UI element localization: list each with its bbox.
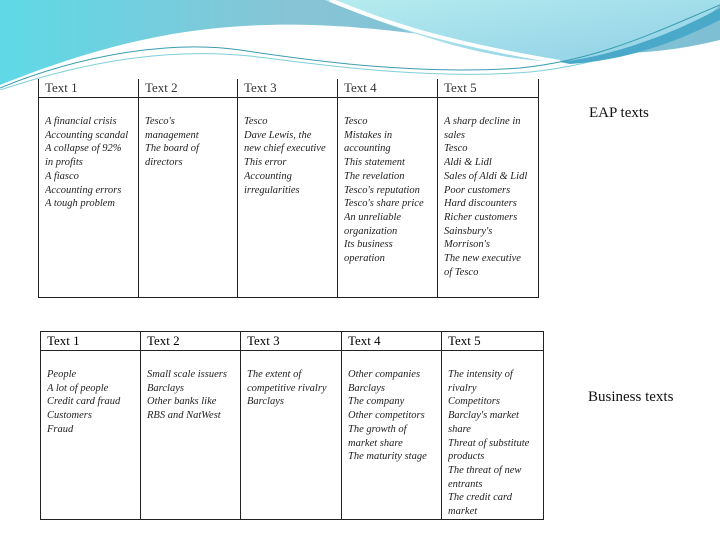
cell-term: The growth of: [348, 423, 407, 435]
cell-term: Aldi & Lidl: [444, 157, 492, 169]
cell-term: Its business: [344, 239, 393, 251]
cell-term: in profits: [45, 157, 83, 169]
cell-term: A collapse of 92%: [45, 143, 122, 155]
column-header: Text 5: [438, 79, 539, 98]
cell-term: People: [47, 369, 77, 380]
cell-term: entrants: [448, 478, 483, 490]
cell-term: The maturity stage: [348, 451, 427, 463]
cell-term: Tesco's: [145, 116, 175, 127]
cell-term: Other competitors: [348, 410, 425, 422]
table-cell: [141, 351, 241, 520]
cell-term: Hard discounters: [444, 198, 517, 210]
cell-term: Fraud: [47, 423, 74, 435]
cell-term: Accounting: [244, 170, 292, 182]
cell-term: RBS and NatWest: [147, 410, 221, 422]
cell-term: Mistakes in: [344, 129, 393, 141]
cell-term: Barclay's market: [448, 410, 519, 422]
cell-term: accounting: [344, 143, 391, 155]
cell-term: Competitors: [448, 396, 500, 408]
table-cell: [338, 98, 438, 298]
cell-term: The new executive: [444, 253, 521, 265]
cell-term: products: [448, 451, 485, 463]
table-header-row: [39, 79, 539, 98]
cell-term: share: [448, 423, 471, 435]
cell-term: Credit card fraud: [47, 396, 121, 408]
cell-term: management: [145, 129, 199, 141]
cell-term: Barclays: [247, 396, 284, 408]
column-header: Text 3: [238, 79, 338, 98]
cell-term: Dave Lewis, the: [244, 129, 312, 141]
cell-term: Tesco's share price: [344, 198, 424, 210]
column-header: Text 3: [241, 332, 342, 351]
cell-term: A fiasco: [45, 170, 79, 182]
cell-term: This statement: [344, 157, 405, 169]
cell-term: A financial crisis: [45, 116, 117, 127]
table-row: [39, 98, 539, 298]
cell-term: Customers: [47, 410, 92, 422]
cell-term: operation: [344, 253, 385, 265]
eap-texts-label: EAP texts: [589, 105, 649, 121]
cell-term: Small scale issuers: [147, 369, 227, 380]
cell-term: organization: [344, 225, 398, 237]
table-cell: [39, 98, 139, 298]
table-row: [41, 351, 544, 520]
table-cell: [41, 351, 141, 520]
cell-term: Morrison's: [444, 239, 491, 251]
table-cell: [442, 351, 544, 520]
cell-term: This error: [244, 157, 287, 169]
cell-term: Threat of substitute: [448, 437, 530, 449]
column-header: Text 2: [139, 79, 238, 98]
cell-term: An unreliable: [344, 211, 402, 223]
cell-term: Barclays: [147, 382, 184, 394]
cell-term: The company: [348, 396, 405, 408]
table-header-row: [41, 332, 544, 351]
cell-term: Tesco: [444, 143, 468, 155]
cell-term: directors: [145, 157, 183, 169]
cell-term: Accounting errors: [45, 184, 122, 196]
table-cell: [438, 98, 539, 298]
cell-term: The credit card: [448, 492, 512, 504]
table-cell: [342, 351, 442, 520]
column-header: Text 2: [141, 332, 241, 351]
business-terms-table: [40, 331, 544, 520]
cell-term: A sharp decline in: [444, 116, 521, 127]
cell-term: sales: [444, 129, 465, 141]
cell-term: Other banks like: [147, 396, 217, 408]
cell-term: rivalry: [448, 382, 477, 394]
cell-term: Barclays: [348, 382, 385, 394]
table-cell: [238, 98, 338, 298]
cell-term: competitive rivalry: [247, 382, 327, 394]
cell-term: Other companies: [348, 369, 421, 380]
cell-term: The revelation: [344, 170, 405, 182]
cell-term: new chief executive: [244, 143, 326, 155]
column-header: Text 4: [338, 79, 438, 98]
table-cell: [139, 98, 238, 298]
cell-term: Tesco's reputation: [344, 184, 420, 196]
table-cell: [241, 351, 342, 520]
eap-terms-table: [38, 79, 539, 298]
cell-term: Richer customers: [444, 211, 518, 223]
cell-term: A tough problem: [45, 198, 115, 210]
cell-term: Tesco: [244, 116, 268, 127]
cell-term: Tesco: [344, 116, 368, 127]
column-header: Text 4: [342, 332, 442, 351]
cell-term: Accounting scandal: [45, 129, 129, 141]
cell-term: Poor customers: [444, 184, 511, 196]
business-texts-label: Business texts: [588, 389, 674, 405]
cell-term: The intensity of: [448, 369, 513, 380]
cell-term: The threat of new: [448, 464, 522, 476]
cell-term: Sainsbury's: [444, 225, 493, 237]
column-header: Text 5: [442, 332, 544, 351]
cell-term: A lot of people: [47, 382, 109, 394]
cell-term: irregularities: [244, 184, 300, 196]
cell-term: of Tesco: [444, 266, 479, 278]
column-header: Text 1: [39, 79, 139, 98]
cell-term: Sales of Aldi & Lidl: [444, 170, 528, 182]
cell-term: The extent of: [247, 369, 302, 380]
cell-term: market: [448, 506, 478, 518]
cell-term: market share: [348, 437, 403, 449]
column-header: Text 1: [41, 332, 141, 351]
cell-term: The board of: [145, 143, 199, 155]
wave-banner: [0, 0, 720, 90]
